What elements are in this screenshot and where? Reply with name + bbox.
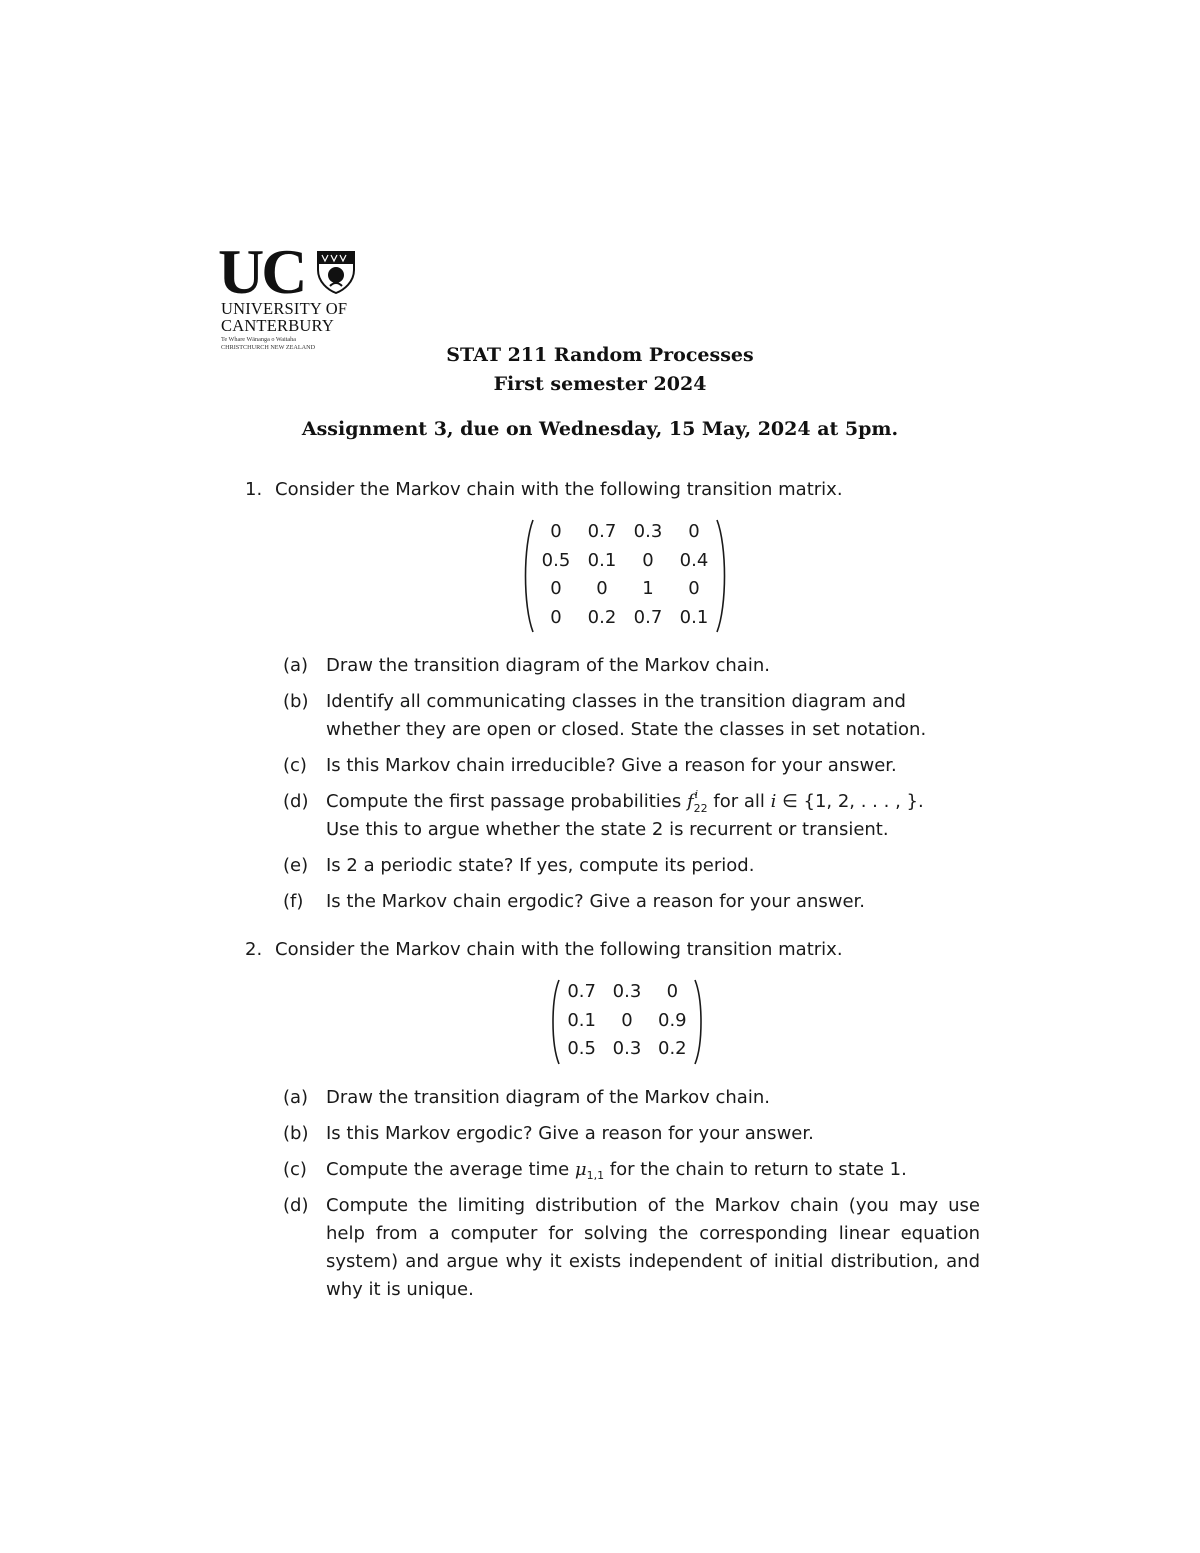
course-title: STAT 211 Random Processes [446,344,754,366]
q1-matrix-cell: 0.4 [679,549,709,571]
university-logo [218,236,363,356]
q1-matrix-row [533,575,717,604]
q1d-math-sup: i [694,788,699,801]
q1-matrix-row [533,604,717,633]
right-paren-icon [715,518,729,634]
semester-title: First semester 2024 [493,373,707,395]
q1-matrix-table [533,518,717,632]
q1-matrix-cell: 0 [688,521,700,542]
q1-matrix-cell: 0 [550,578,562,599]
q2-matrix-cell: 0.9 [658,1009,687,1031]
q1a-text: Draw the transition diagram of the Markov chain. [326,655,770,676]
q1-matrix-cell: 0.1 [679,606,709,628]
q2-matrix-cell: 0.3 [612,1038,642,1059]
q1-matrix-cell: 0 [550,606,562,628]
q2c-math-mu: μ [574,1159,587,1180]
q1-number: 1. [245,479,263,500]
q1-matrix-cell: 0 [596,578,608,599]
q1b-text [326,688,980,744]
q2c-label: (c) [283,1159,307,1180]
q1-matrix-row [533,518,717,547]
q1d-line2: Use this to argue whether the state 2 is recurrent or transient. [326,819,889,840]
q2-matrix-row [559,1007,695,1036]
q2c-text [326,1156,980,1186]
q2-matrix-table [559,978,695,1064]
logo-sub-line2: CHRISTCHURCH NEW ZEALAND [221,344,316,351]
q1d-math-set: ∈ {1, 2, . . . , }. [776,791,924,812]
q1b-label: (b) [283,691,309,712]
q2b-text: Is this Markov ergodic? Give a reason for your answer. [326,1123,814,1144]
right-paren-icon [693,978,705,1066]
q2a-label: (a) [283,1087,309,1108]
q2-matrix-cell: 0 [666,981,679,1002]
logo-name [221,300,347,334]
q2a-text: Draw the transition diagram of the Markov chain. [326,1087,770,1108]
logo-initials: UC [218,236,305,307]
q1-matrix-cell: 0.2 [587,606,617,628]
q1-matrix-cell: 0.1 [587,549,617,571]
q1d-math-f: f [686,791,694,812]
logo-name-line2: CANTERBURY [221,316,334,335]
q1-matrix-cell: 0.5 [541,549,571,571]
q1-intro: Consider the Markov chain with the following transition matrix. [275,479,843,500]
q1d-text-b: for all [707,791,771,812]
q1-matrix-cell: 0.3 [633,521,663,542]
q2c-math-sub: 1,1 [586,1169,605,1182]
q1b-line2: whether they are open or closed. State the classes in set notation. [326,719,927,740]
q2-matrix-cell: 0.2 [658,1038,687,1059]
q2-matrix [549,978,705,1066]
q2-matrix-cell: 0 [621,1009,633,1031]
q2-matrix-cell: 0.5 [567,1038,596,1059]
q1f-text: Is the Markov chain ergodic? Give a reason for your answer. [326,891,865,912]
q1b-line1: Identify all communicating classes in the transition diagram and [326,691,906,712]
q1e-text: Is 2 a periodic state? If yes, compute its period. [326,855,755,876]
q2-matrix-cell: 0.3 [612,981,642,1002]
q2b-label: (b) [283,1123,309,1144]
q2c-text-b: for the chain to return to state 1. [604,1159,907,1180]
logo-sub-line1: Te Whare Wānanga o Waitaha [221,336,296,343]
q1-matrix [521,518,729,634]
q2d-text: Compute the limiting distribution of the Markov chain (you may use help from a computer for solving the corresponding linear equation system) and argue why it exists independent of initial distribution, and why it is unique. [326,1195,980,1300]
q1e-label: (e) [283,855,309,876]
q2c-text-a: Compute the average time [326,1159,575,1180]
q1a-label: (a) [283,655,309,676]
q1f-label: (f) [283,891,304,912]
q2-matrix-cell: 0.1 [567,1009,596,1031]
q2-number: 2. [245,939,263,960]
q2-intro: Consider the Markov chain with the following transition matrix. [275,939,843,960]
logo-name-line1: UNIVERSITY OF [221,299,348,318]
q1-matrix-cell: 0 [642,549,654,571]
q1c-text: Is this Markov chain irreducible? Give a reason for your answer. [326,755,897,776]
q1-matrix-cell: 0 [550,521,562,542]
q1-matrix-cell: 1 [642,578,654,599]
q1d-math-sub: 22 [693,802,708,815]
q2d-label: (d) [283,1195,309,1216]
q1-matrix-cell: 0 [688,578,700,599]
q1d-label: (d) [283,791,309,812]
q1d-text [326,788,980,844]
q2-matrix-row [559,978,695,1007]
q1d-text-a: Compute the first passage probabilities [326,791,687,812]
q2-matrix-cell: 0.7 [567,981,596,1002]
q1-matrix-cell: 0.7 [587,521,617,542]
q1-matrix-cell: 0.7 [633,606,663,628]
assignment-title: Assignment 3, due on Wednesday, 15 May, 2024 at 5pm. [301,418,899,440]
q1-matrix-row [533,547,717,576]
q1d-line1 [326,788,980,816]
q2-matrix-row [559,1035,695,1064]
q1d-math-scripts [693,788,708,815]
q1d-math-i: i [770,791,777,812]
q1c-label: (c) [283,755,307,776]
crest-icon [316,248,356,294]
